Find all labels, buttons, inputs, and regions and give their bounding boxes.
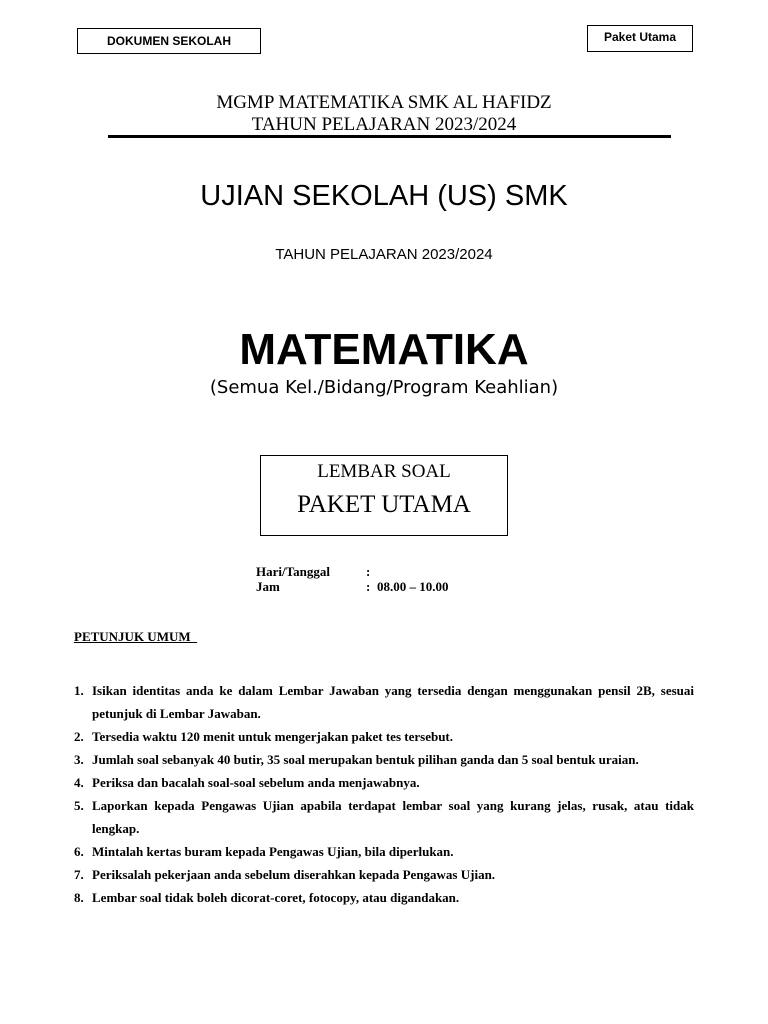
time-label: Jam	[256, 579, 280, 594]
instruction-text: Tersedia waktu 120 menit untuk mengerjakan paket tes tersebut.	[92, 729, 453, 744]
instruction-number: 4.	[74, 775, 84, 790]
instruction-number: 5.	[74, 798, 84, 813]
instruction-number: 8.	[74, 890, 84, 905]
header-organization: MGMP MATEMATIKA SMK AL HAFIDZ	[216, 92, 552, 113]
date-label: Hari/Tanggal	[256, 564, 330, 579]
time-colon: :	[366, 579, 371, 594]
instruction-item	[74, 771, 694, 794]
instruction-text: Laporkan kepada Pengawas Ujian apabila terdapat lembar soal yang kurang jelas, rusak, atau tidak lengkap.	[92, 798, 694, 836]
instruction-item	[74, 794, 694, 840]
header-academic-year: TAHUN PELAJARAN 2023/2024	[251, 114, 517, 135]
instruction-item	[74, 748, 694, 771]
instructions-title: PETUNJUK UMUM	[74, 629, 198, 644]
date-colon: :	[366, 564, 371, 579]
exam-title: UJIAN SEKOLAH (US) SMK	[200, 180, 568, 212]
instruction-item	[74, 725, 694, 748]
instruction-number: 6.	[74, 844, 84, 859]
instruction-text: Isikan identitas anda ke dalam Lembar Jawaban yang tersedia dengan menggunakan pensil 2B, sesuai petunjuk di Lembar Jawaban.	[92, 683, 694, 721]
sheet-package: PAKET UTAMA	[297, 491, 471, 518]
package-label-text: Paket Utama	[603, 30, 677, 44]
instruction-item	[74, 886, 694, 909]
instruction-text: Periksalah pekerjaan anda sebelum diserahkan kepada Pengawas Ujian.	[92, 867, 496, 882]
instruction-number: 2.	[74, 729, 84, 744]
instructions-list	[74, 679, 694, 909]
sheet-label: LEMBAR SOAL	[317, 461, 451, 482]
instruction-text: Lembar soal tidak boleh dicorat-coret, fotocopy, atau digandakan.	[92, 890, 460, 905]
info-row-time	[256, 579, 516, 594]
instruction-text: Periksa dan bacalah soal-soal sebelum anda menjawabnya.	[92, 775, 420, 790]
instruction-item	[74, 679, 694, 725]
header-divider	[108, 135, 671, 138]
subject-note: (Semua Kel./Bidang/Program Keahlian)	[209, 377, 559, 398]
document-label-badge	[77, 28, 261, 54]
question-sheet-box	[260, 455, 508, 536]
exam-year: TAHUN PELAJARAN 2023/2024	[275, 246, 493, 263]
package-label-badge	[587, 25, 693, 52]
instruction-number: 3.	[74, 752, 84, 767]
time-value: 08.00 – 10.00	[377, 579, 449, 594]
subject-title: MATEMATIKA	[239, 325, 529, 374]
document-label-text: DOKUMEN SEKOLAH	[106, 34, 231, 48]
instruction-number: 7.	[74, 867, 84, 882]
instruction-number: 1.	[74, 683, 84, 698]
instruction-text: Mintalah kertas buram kepada Pengawas Ujian, bila diperlukan.	[92, 844, 454, 859]
instruction-item	[74, 863, 694, 886]
instruction-item	[74, 840, 694, 863]
instruction-text: Jumlah soal sebanyak 40 butir, 35 soal merupakan bentuk pilihan ganda dan 5 soal bentuk uraian.	[92, 752, 639, 767]
info-row-date	[256, 564, 516, 579]
